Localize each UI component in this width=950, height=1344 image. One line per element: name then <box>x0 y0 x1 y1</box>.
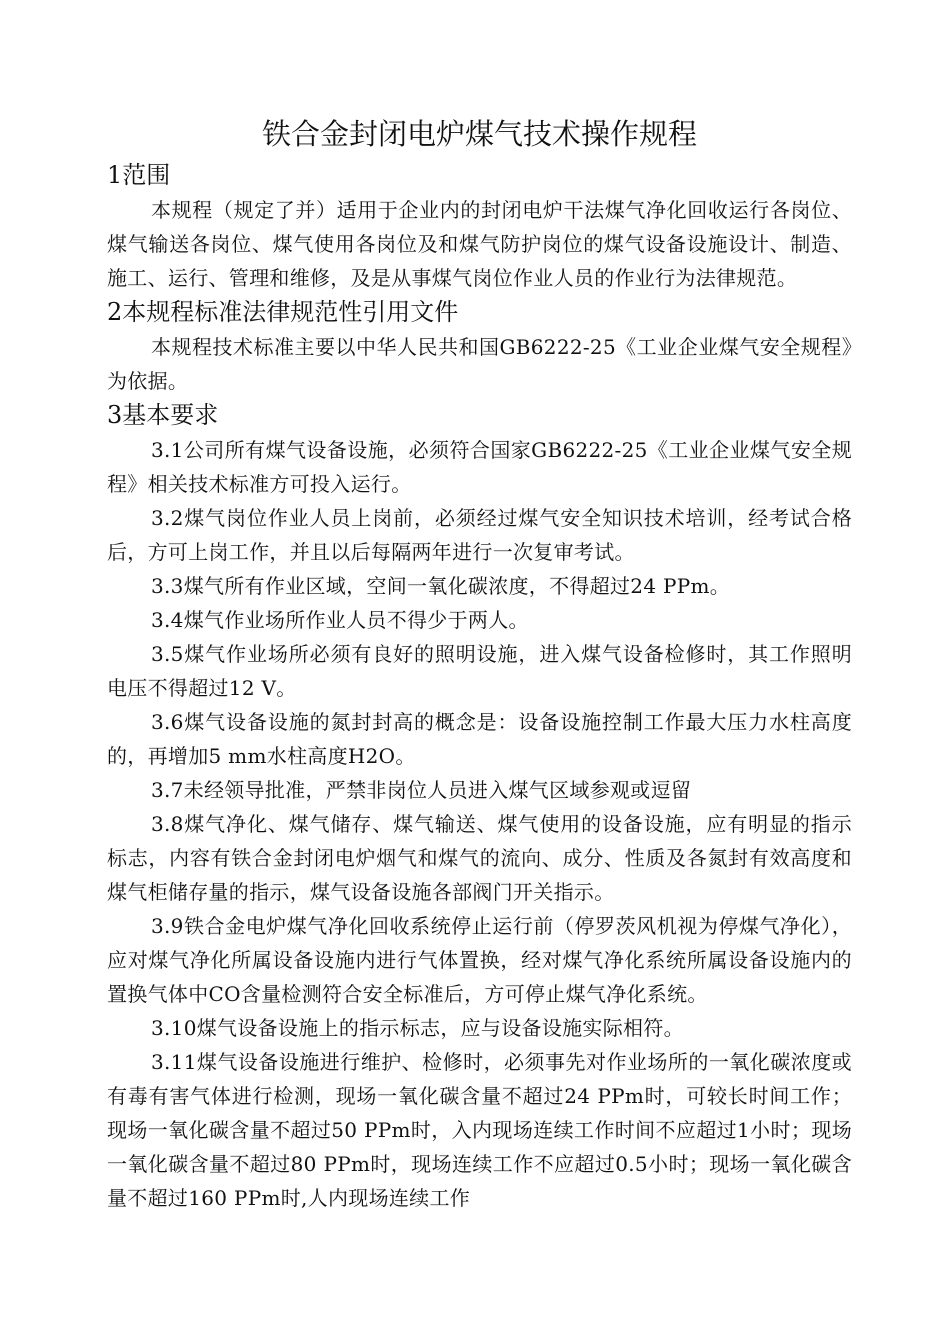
paragraph: 3.4煤气作业场所作业人员不得少于两人。 <box>151 608 529 632</box>
paragraph: 3.10煤气设备设施上的指示标志，应与设备设施实际相符。 <box>151 1016 684 1040</box>
paragraph: 3.11煤气设备设施进行维护、检修时，必须事先对作业场所的一氧化碳浓度或有毒有害气体进行检测，现场一氧化碳含量不超过24 PPm时，可较长时间工作；现场一氧化碳含量不超过50 PPm时，入内现场连续工作时间不应超过1小时；现场一氧化碳含量不超过80 PPm时，现场连续工作不应超过0.5小时；现场一氧化碳含量不超过160 PPm时,人内现场连续工作 <box>107 1050 852 1210</box>
paragraph: 3.5煤气作业场所必须有良好的照明设施，进入煤气设备检修时，其工作照明电压不得超过12 V。 <box>107 642 852 700</box>
paragraph: 3.9铁合金电炉煤气净化回收系统停止运行前（停罗茨风机视为停煤气净化），应对煤气净化所属设备设施内进行气体置换，经对煤气净化系统所属设备设施内的置换气体中CO含量检测符合安全标准后，方可停止煤气净化系统。 <box>107 914 852 1006</box>
section-scope <box>107 158 852 295</box>
section-basic-requirements <box>107 398 852 1215</box>
paragraph: 本规程（规定了并）适用于企业内的封闭电炉干法煤气净化回收运行各岗位、煤气输送各岗位、煤气使用各岗位及和煤气防护岗位的煤气设备设施设计、制造、施工、运行、管理和维修，及是从事煤气岗位作业人员的作业行为法律规范。 <box>107 198 852 290</box>
document-page <box>107 112 852 1215</box>
paragraph: 3.1公司所有煤气设备设施，必须符合国家GB6222-25《工业企业煤气安全规程》相关技术标准方可投入运行。 <box>107 438 852 496</box>
section-heading: 1范围 <box>107 161 171 189</box>
paragraph: 3.2煤气岗位作业人员上岗前，必须经过煤气安全知识技术培训，经考试合格后，方可上岗工作，并且以后每隔两年进行一次复审考试。 <box>107 506 852 564</box>
paragraph: 3.6煤气设备设施的氮封封高的概念是：设备设施控制工作最大压力水柱高度的，再增加5 mm水柱高度H2O。 <box>107 710 852 768</box>
paragraph: 3.3煤气所有作业区域，空间一氧化碳浓度，不得超过24 PPm。 <box>151 574 731 598</box>
section-heading: 2本规程标准法律规范性引用文件 <box>107 298 459 326</box>
document-title: 铁合金封闭电炉煤气技术操作规程 <box>261 117 697 151</box>
paragraph: 本规程技术标准主要以中华人民共和国GB6222-25《工业企业煤气安全规程》为依据。 <box>107 335 852 393</box>
paragraph: 3.7未经领导批准，严禁非岗位人员进入煤气区域参观或逗留 <box>151 778 692 802</box>
section-heading: 3基本要求 <box>107 401 219 429</box>
paragraph: 3.8煤气净化、煤气储存、煤气输送、煤气使用的设备设施，应有明显的指示标志，内容有铁合金封闭电炉烟气和煤气的流向、成分、性质及各氮封有效高度和煤气柜储存量的指示，煤气设备设施各部阀门开关指示。 <box>107 812 852 904</box>
section-references <box>107 295 852 398</box>
